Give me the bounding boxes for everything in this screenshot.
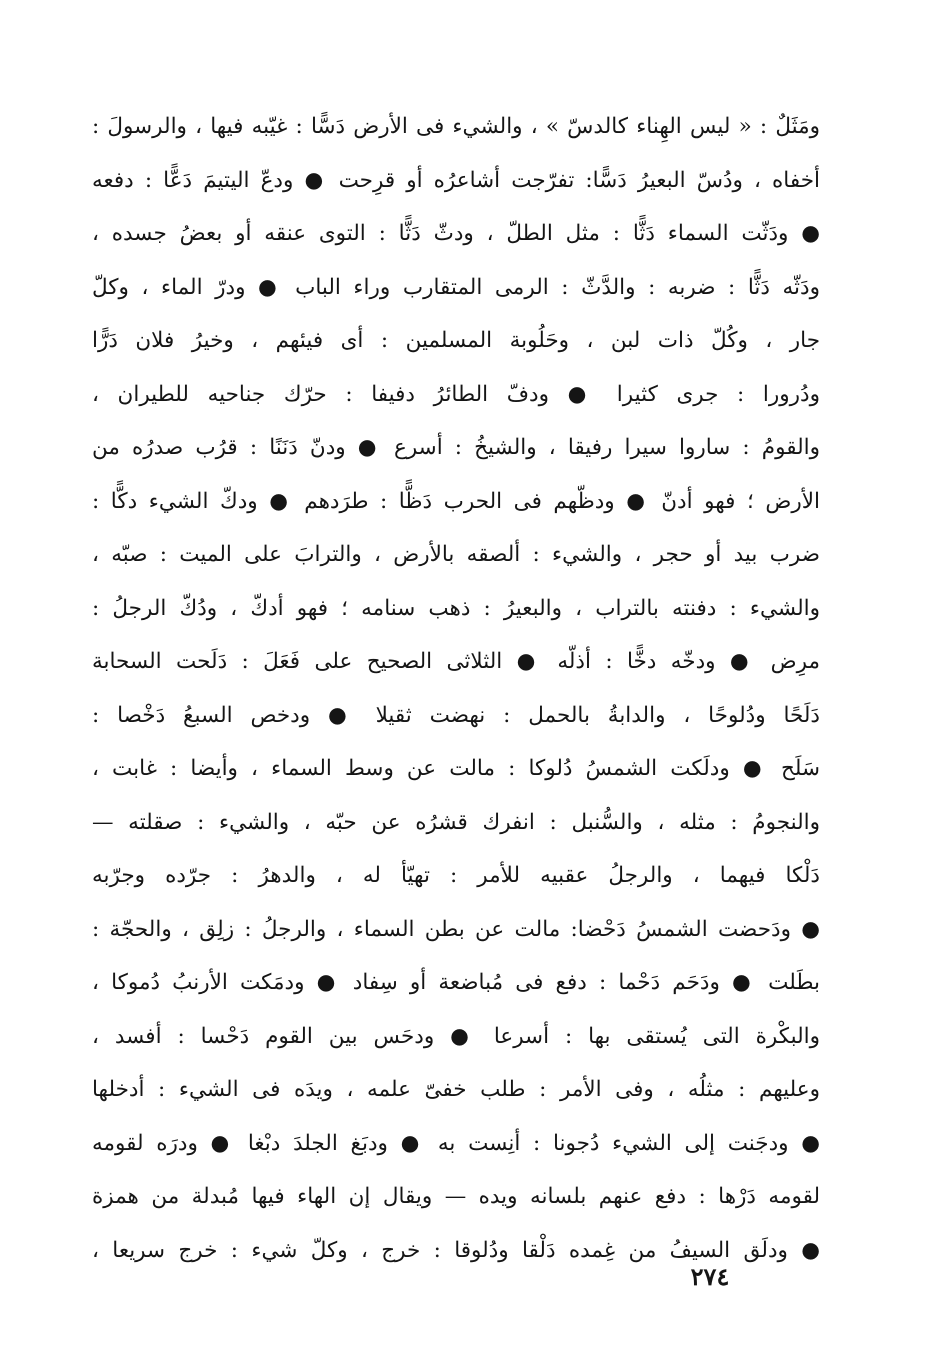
text-line: ودَثّه دَثًّا : ضربه : والدَّثّ : الرمى المتقارب وراء الباب ● ودرّ الماء ، وكلّ [92, 274, 820, 300]
text-line: ومَثَلٌ : « ليس الهِناء كالدسّ » ، والشيء فى الأرض دَسًّا : غيّبه فيها ، والرسولَ : [92, 114, 820, 139]
text-line: والشيء : دفنته بالتراب ، والبعيرُ : ذهب سنامه ؛ فهو أدكّ ، ودُكّ الرجلُ : [92, 595, 820, 621]
text-line: دَلَحًا ودُلوحًا ، والدابةُ بالحمل : نهضت ثقيلا ● ودخص السبعُ دَخْصا : [92, 702, 820, 728]
text-line: جار ، وكُلّ ذات لبن ، وحَلُوبة المسلمين : أى فيئهم ، وخيرُ فلان دَرًّا [92, 328, 820, 353]
text-line: دَلْكا فيهما ، والرجلُ عقبيه للأمر : تهيّأ له ، والدهرُ : جرّده وجرّبه [92, 863, 820, 888]
text-line: سَلَح ● ودلَكت الشمسُ دُلوكا : مالت عن وسط السماء ، وأيضا : غابت ، [92, 756, 820, 781]
page-number: ٢٧٤ [690, 1262, 730, 1291]
text-line: والنجومُ : مثله ، والسُّنبل : انفرك قشرُه عن حبّه ، والشيء : صقلته — [92, 809, 820, 835]
text-line: ودُرورا : جرى كثيرا ● ودفّ الطائرُ دفيفا : حرّك جناحيه للطيران ، [92, 381, 820, 407]
text-line: بطَلت ● ودَحَم دَحْما : دفع فى مُباضعة أو سِفاد ● ودمَكت الأرنبُ دُموكا ، [92, 970, 820, 995]
body-text [92, 100, 820, 1277]
text-line: ● ودَحضت الشمسُ دَحْضا: مالت عن بطن السماء ، والرجلُ : زلِق ، والحجّة : [92, 916, 820, 942]
text-line: مرِض ● ودخّه دخًّا : أذلّه ● الثلاثى الصحيح على فَعَلَ : دَلَحت السحابة [92, 649, 820, 674]
text-line: والقومُ : ساروا سيرا رفيقا ، والشيخُ : أسرع ● ودنّ دَنَنًا : قرُب صدرُه من [92, 435, 820, 460]
text-line: أخفاه ، ودُسّ البعيرُ دَسًّا: تفرّجت أشاعرُه أو قرِحت ● ودعّ اليتيمَ دَعًّا : دفعه [92, 167, 820, 193]
text-line: ضرب بيد أو حجر ، والشيء : ألصقه بالأرض ، والترابَ على الميت : صبّه ، [92, 542, 820, 567]
text-line: وعليهم : مثلُه ، وفى الأمر : طلب خفىّ علمه ، ويدَه فى الشيء : أدخلها [92, 1077, 820, 1102]
text-line: ● ودلَق السيفُ من غِمده دَلْقا ودُلوقا : خرج ، وكلّ شيء : خرج سريعا ، [92, 1237, 820, 1263]
text-line: ● ودَثّت السماء دَثًّا : مثل الطلّ ، ودثّ دَثًّا : التوى عنقه أو بعضُ جسده ، [92, 221, 820, 246]
text-line: لقومه دَرْها : دفع عنهم بلسانه ويده — ويقال إن الهاء فيها مُبدلة من همزة [92, 1184, 820, 1209]
text-line: ● ودجَنت إلى الشيء دُجونا : أنِست به ● ودبَغ الجلدَ دبْغا ● ودرَه لقومه [92, 1130, 820, 1156]
text-line: والبكْرة التى يُستقى بها : أسرعا ● ودحَس بين القوم دَحْسا : أفسد ، [92, 1023, 820, 1049]
text-line: الأرض ؛ فهو أدنّ ● ودظّهم فى الحرب دَظًّا : طرَدهم ● ودكّ الشيء دكًّا : [92, 488, 820, 514]
